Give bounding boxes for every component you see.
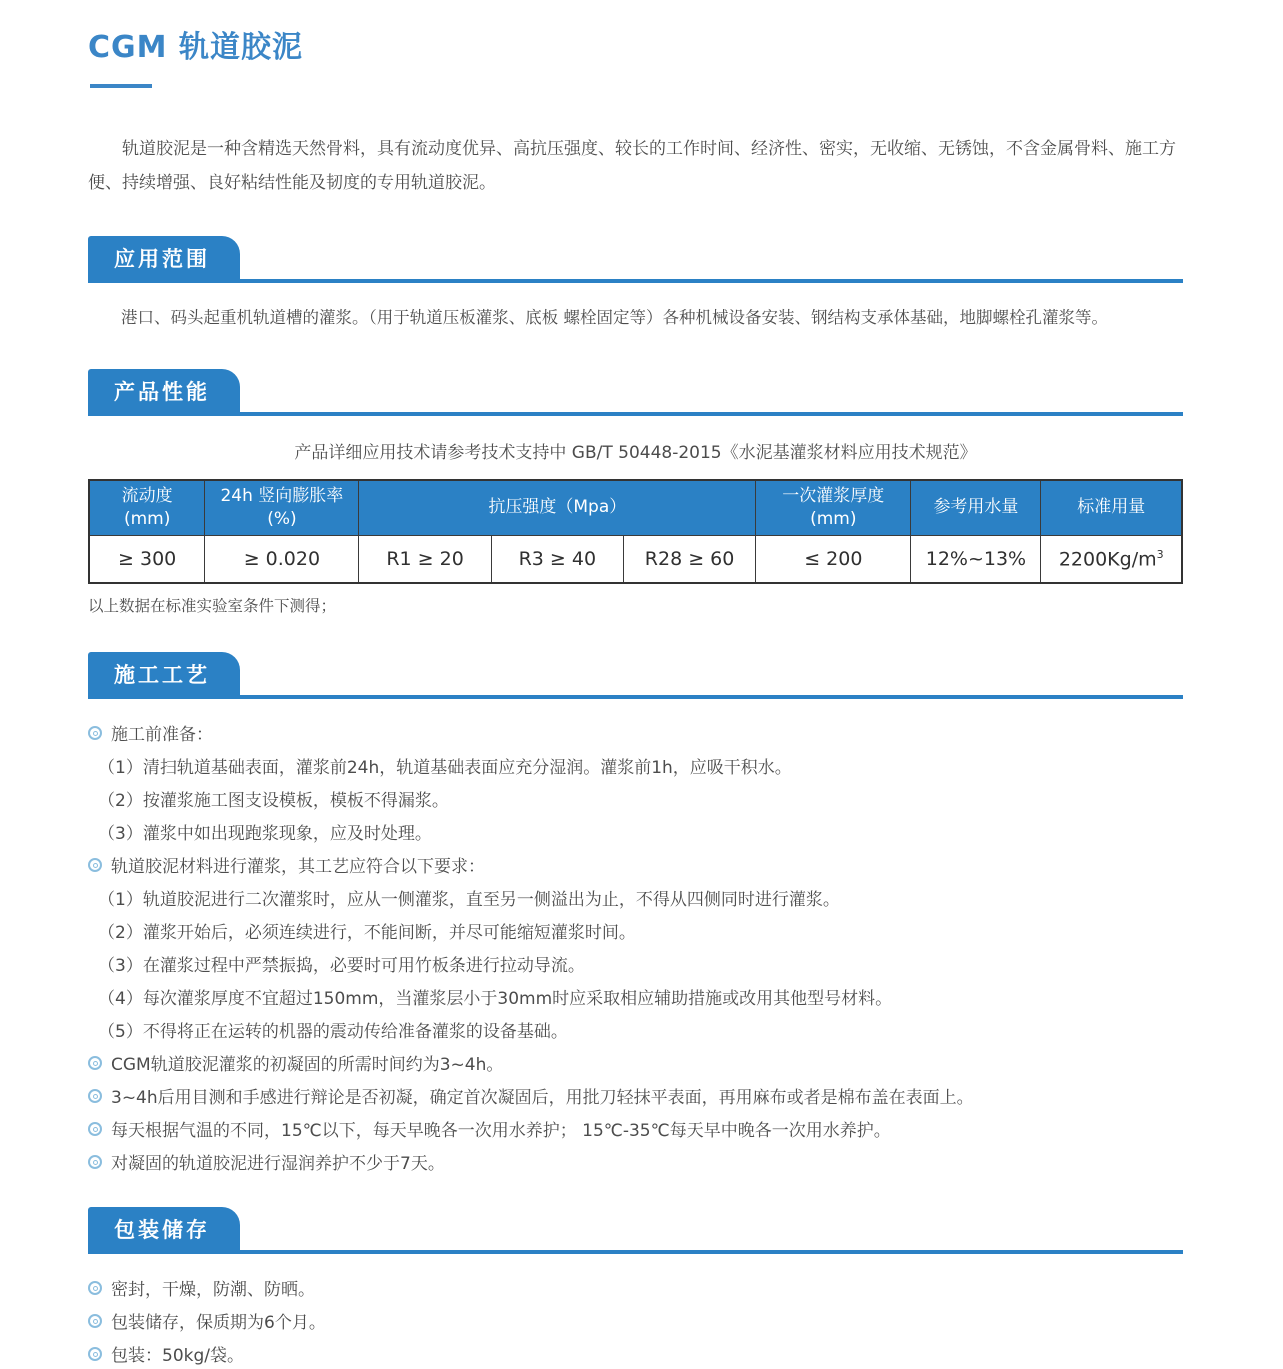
section-head-packaging	[88, 1207, 1183, 1254]
packaging-item: 包装储存，保质期为6个月。	[88, 1311, 1183, 1336]
cell-strength-r28: R28 ≥ 60	[623, 535, 755, 583]
section-tab-application: 应用范围	[88, 236, 240, 279]
bullet-ring-icon	[88, 1089, 102, 1103]
process-item: （2）按灌浆施工图支设模板，模板不得漏浆。	[98, 791, 449, 811]
performance-table	[88, 479, 1183, 584]
header-water-amount: 参考用水量	[911, 480, 1041, 535]
section-tab-process: 施工工艺	[88, 652, 240, 695]
cell-strength-r3: R3 ≥ 40	[491, 535, 623, 583]
header-grouting-thickness: 一次灌浆厚度 (mm)	[756, 480, 911, 535]
header-flowability: 流动度 (mm)	[89, 480, 205, 535]
process-item: CGM轨道胶泥灌浆的初凝固的所需时间约为3~4h。	[88, 1053, 1183, 1078]
header-standard-dosage: 标准用量	[1041, 480, 1182, 535]
bullet-ring-icon	[88, 858, 102, 872]
bullet-ring-icon	[88, 1155, 102, 1169]
title-underline	[90, 84, 152, 88]
packaging-item: 包装：50kg/袋。	[88, 1344, 1183, 1369]
section-tab-performance: 产品性能	[88, 369, 240, 412]
cell-strength-r1: R1 ≥ 20	[359, 535, 491, 583]
cell-expansion: ≥ 0.020	[205, 535, 359, 583]
bullet-ring-icon	[88, 1281, 102, 1295]
section-tab-packaging: 包装储存	[88, 1207, 240, 1250]
process-item: （4）每次灌浆厚度不宜超过150mm，当灌浆层小于30mm时应采取相应辅助措施或改用其他型号材料。	[98, 989, 893, 1009]
process-item: （3）在灌浆过程中严禁振捣，必要时可用竹板条进行拉动导流。	[98, 956, 585, 976]
bullet-ring-icon	[88, 1056, 102, 1070]
application-body: 港口、码头起重机轨道槽的灌浆。（用于轨道压板灌浆、底板 螺栓固定等）各种机械设备安装、钢结构支承体基础，地脚螺栓孔灌浆等。	[121, 308, 1108, 327]
process-item: 3~4h后用目测和手感进行辩论是否初凝，确定首次凝固后，用批刀轻抹平表面，再用麻布或者是棉布盖在表面上。	[88, 1086, 1183, 1111]
intro-paragraph: 轨道胶泥是一种含精选天然骨料，具有流动度优异、高抗压强度、较长的工作时间、经济性、密实，无收缩、无锈蚀，不含金属骨料、施工方便、持续增强、良好粘结性能及韧度的专用轨道胶泥。	[88, 139, 1176, 193]
cell-dosage: $2200Kg/m^3$	[1041, 535, 1182, 583]
lab-condition-note: 以上数据在标准实验室条件下测得；	[88, 597, 337, 615]
process-item: （5）不得将正在运转的机器的震动传给准备灌浆的设备基础。	[98, 1022, 568, 1042]
process-item: 对凝固的轨道胶泥进行湿润养护不少于7天。	[88, 1152, 1183, 1177]
table-header-row	[89, 480, 1182, 535]
process-item: 每天根据气温的不同，15℃以下，每天早晚各一次用水养护； 15℃-35℃每天早中晚各一次用水养护。	[88, 1119, 1183, 1144]
header-compressive-strength: 抗压强度（Mpa）	[359, 480, 756, 535]
process-item: （2）灌浆开始后，必须连续进行，不能间断，并尽可能缩短灌浆时间。	[98, 923, 636, 943]
section-head-process	[88, 652, 1183, 699]
cell-water: 12%~13%	[911, 535, 1041, 583]
bullet-ring-icon	[88, 1347, 102, 1361]
cell-flowability: ≥ 300	[89, 535, 205, 583]
table-data-row	[89, 535, 1182, 583]
process-list	[88, 723, 1183, 1177]
header-expansion: 24h 竖向膨胀率 (%)	[205, 480, 359, 535]
page-title: CGM 轨道胶泥	[88, 30, 303, 65]
section-head-application	[88, 236, 1183, 283]
process-item: 施工前准备：	[88, 723, 1183, 748]
packaging-item: 密封，干燥，防潮、防晒。	[88, 1278, 1183, 1303]
process-item: 轨道胶泥材料进行灌浆，其工艺应符合以下要求：	[88, 855, 1183, 880]
bullet-ring-icon	[88, 1314, 102, 1328]
bullet-ring-icon	[88, 726, 102, 740]
packaging-list	[88, 1278, 1183, 1369]
bullet-ring-icon	[88, 1122, 102, 1136]
process-item: （3）灌浆中如出现跑浆现象，应及时处理。	[98, 824, 432, 844]
process-item: （1）轨道胶泥进行二次灌浆时，应从一侧灌浆，直至另一侧溢出为止，不得从四侧同时进行灌浆。	[98, 890, 840, 910]
reference-standard-note: 产品详细应用技术请参考技术支持中 GB/T 50448-2015《水泥基灌浆材料应用技术规范》	[294, 443, 977, 463]
process-item: （1）清扫轨道基础表面，灌浆前24h，轨道基础表面应充分湿润。灌浆前1h，应吸干积水。	[98, 758, 792, 778]
cell-thickness: ≤ 200	[756, 535, 911, 583]
section-head-performance	[88, 369, 1183, 416]
